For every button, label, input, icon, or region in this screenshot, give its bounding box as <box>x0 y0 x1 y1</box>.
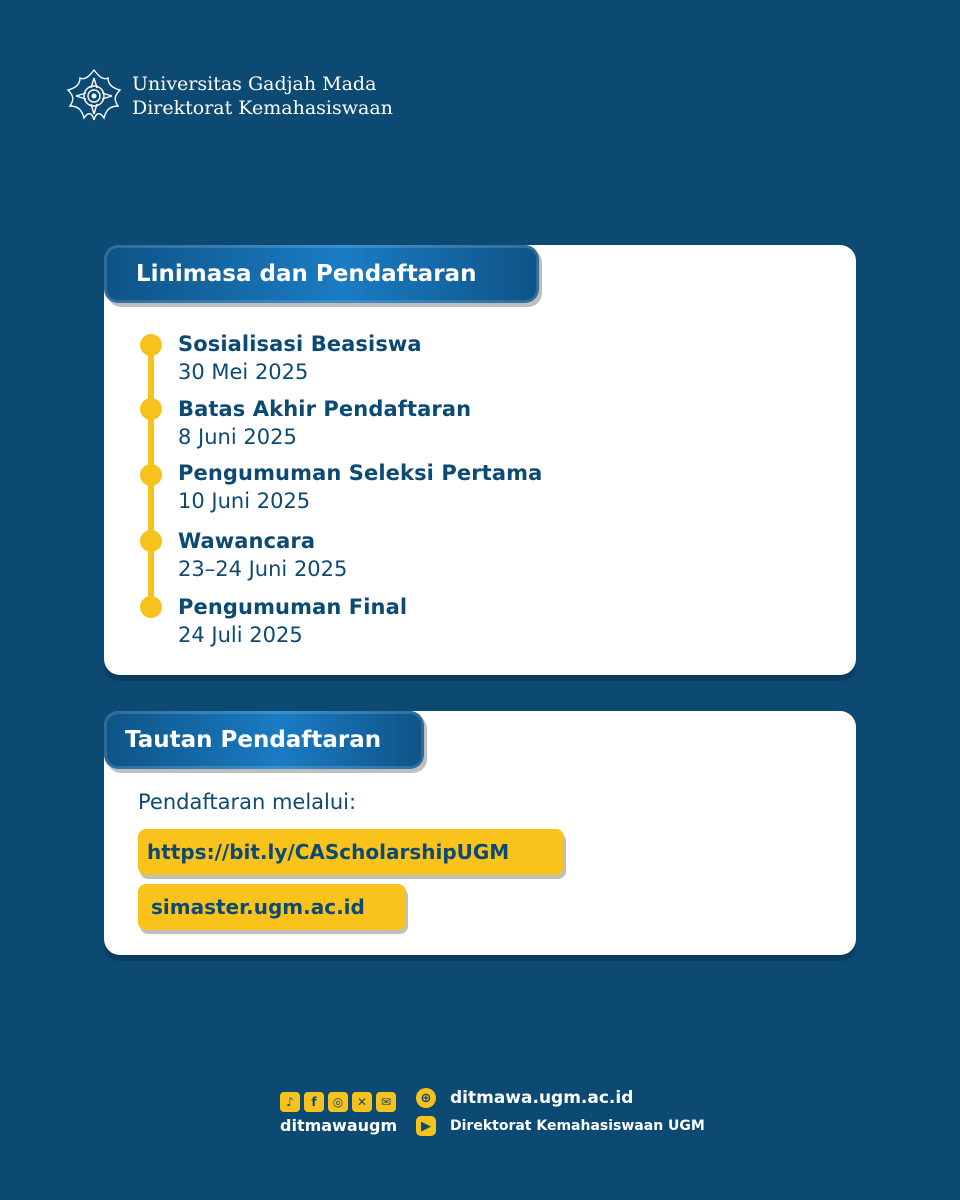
header-text <box>132 72 393 120</box>
instagram-icon[interactable]: ◎ <box>328 1092 348 1112</box>
timeline-dot <box>140 530 162 552</box>
globe-icon: ⊕ <box>416 1088 436 1108</box>
event-date: 23–24 Juni 2025 <box>178 557 348 581</box>
timeline-dot <box>140 398 162 420</box>
timeline-card-title: Linimasa dan Pendaftaran <box>104 245 539 303</box>
simaster-link[interactable]: simaster.ugm.ac.id <box>138 884 406 930</box>
youtube-link[interactable] <box>416 1116 705 1136</box>
university-name: Universitas Gadjah Mada <box>132 73 377 95</box>
youtube-text: Direktorat Kemahasiswaan UGM <box>450 1118 705 1134</box>
event-date: 24 Juli 2025 <box>178 623 303 647</box>
header <box>64 66 393 126</box>
timeline-event <box>178 527 347 583</box>
x-icon[interactable]: ✕ <box>352 1092 372 1112</box>
social-handle: ditmawaugm <box>280 1116 398 1135</box>
event-title: Pengumuman Final <box>178 595 408 619</box>
line-icon[interactable]: ✉ <box>376 1092 396 1112</box>
footer-social <box>280 1092 397 1135</box>
ugm-seal-icon <box>64 66 124 126</box>
timeline-event <box>178 459 542 515</box>
event-title: Batas Akhir Pendaftaran <box>178 397 472 421</box>
timeline-event <box>178 330 422 386</box>
event-date: 10 Juni 2025 <box>178 489 311 513</box>
bitly-link[interactable]: https://bit.ly/CAScholarshipUGM <box>138 829 564 875</box>
event-date: 30 Mei 2025 <box>178 360 309 384</box>
event-title: Sosialisasi Beasiswa <box>178 332 422 356</box>
timeline-event <box>178 593 407 649</box>
tiktok-icon[interactable]: ♪ <box>280 1092 300 1112</box>
social-icon-row <box>280 1092 397 1112</box>
website-text: ditmawa.ugm.ac.id <box>450 1088 634 1108</box>
directorate-name: Direktorat Kemahasiswaan <box>132 97 393 119</box>
footer-links <box>416 1088 705 1144</box>
youtube-icon: ▶ <box>416 1116 436 1136</box>
event-date: 8 Juni 2025 <box>178 425 297 449</box>
event-title: Pengumuman Seleksi Pertama <box>178 461 543 485</box>
timeline-event <box>178 395 471 451</box>
timeline-dot <box>140 596 162 618</box>
links-card-title: Tautan Pendaftaran <box>104 711 424 769</box>
timeline-dot <box>140 334 162 356</box>
event-title: Wawancara <box>178 529 316 553</box>
timeline-dot <box>140 464 162 486</box>
facebook-icon[interactable]: f <box>304 1092 324 1112</box>
registration-label: Pendaftaran melalui: <box>138 790 357 814</box>
website-link[interactable] <box>416 1088 705 1108</box>
